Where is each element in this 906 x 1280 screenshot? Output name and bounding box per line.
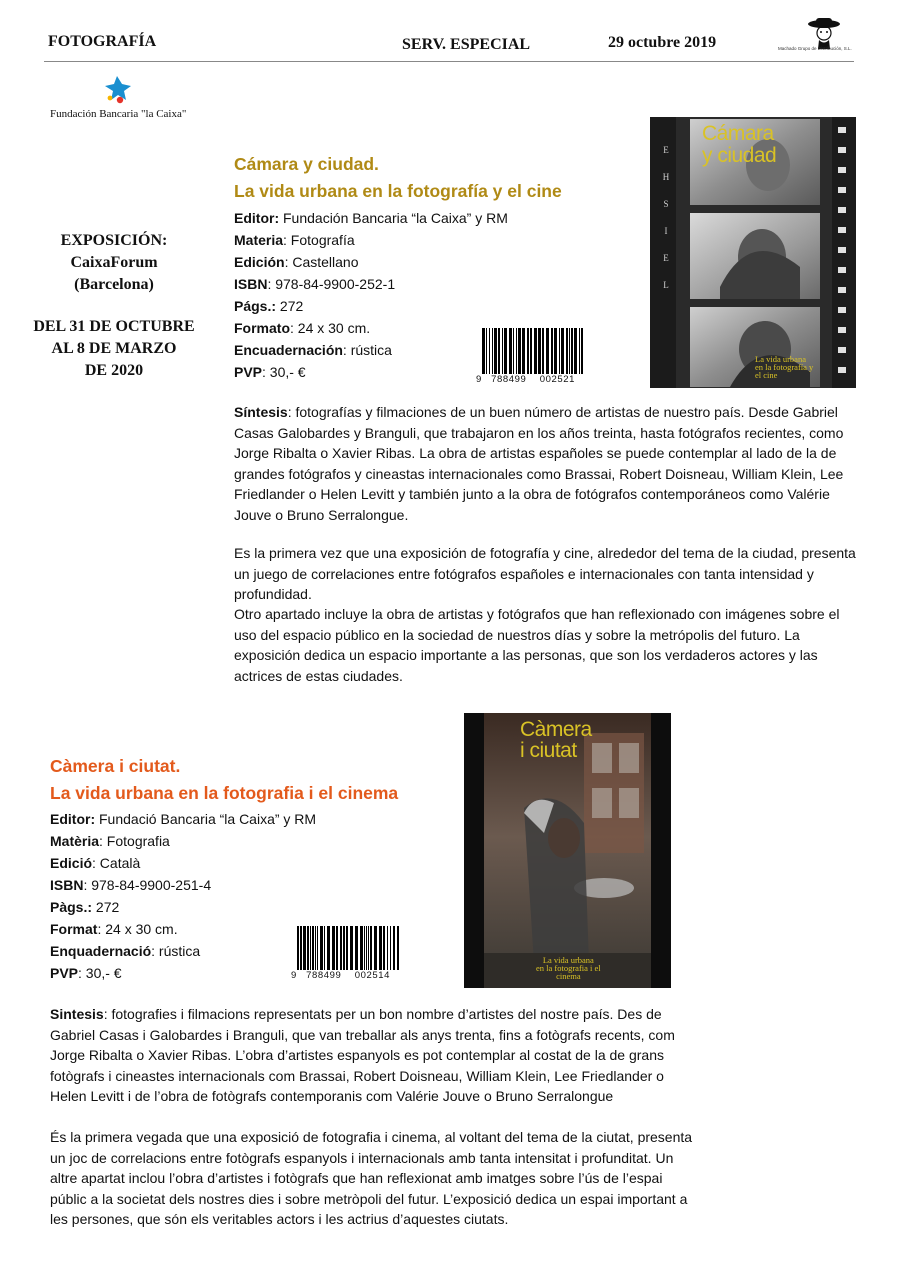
meta-row — [234, 317, 508, 339]
exhibition-label: EXPOSICIÓN: — [60, 232, 168, 249]
cover-side-letters — [660, 137, 672, 299]
book-ca-cover — [464, 713, 671, 988]
synthesis-label: Síntesis — [234, 404, 288, 420]
meta-row — [234, 229, 508, 251]
meta-label: Edición — [234, 254, 285, 270]
exhibition-dates-line: DEL 31 DE OCTUBRE — [33, 318, 195, 335]
cover-title-line: Cámara — [702, 122, 774, 145]
meta-row — [50, 852, 316, 874]
cover-subtitle — [536, 956, 601, 980]
cover-subtitle-line: en la fotografia i el — [536, 963, 601, 973]
cover-subtitle-line: cinema — [556, 971, 581, 981]
exhibition-city: (Barcelona) — [74, 276, 154, 293]
meta-row — [50, 962, 316, 984]
meta-label: ISBN — [234, 276, 268, 292]
meta-row — [50, 874, 316, 896]
cover-side-letter: S — [663, 199, 669, 209]
meta-row — [234, 273, 508, 295]
distributor-logo — [792, 15, 852, 59]
synthesis-text: : fotografies i filmacions representats per un bon nombre d’artistes del nostre país. Des de Gabriel Casas i Galobardes i Branguli, que van treballar als anys trenta, fins a fotògrafs recents, com Jorge Ribalta o Xavier Ribas. L’obra d’artistes espanyols es pot contemplar al costat de la de grans fotògrafs i cineastes internacionals com Brassai, Robert Doisneau, William Klein, Lee Friedlander o Helen Levitt i de l’obra de fotògrafs contemporanis com Valérie Jouve o Bruno Serralongue — [50, 1006, 675, 1104]
book-es-barcode — [476, 328, 586, 374]
meta-label: PVP — [234, 364, 263, 380]
synthesis-text: : fotografías y filmaciones de un buen número de artistas de nuestro país. Desde Gabriel Casas Galobardes y Branguli, que trabajaron en los años treinta, hasta fotógrafos recientes, como Jorge Ribalta o Xavier Ribas. La obra de artistas españoles se puede contemplar al lado de la de grandes fotógrafos y cineastas internacionales como Brassai, Robert Doisneau, William Klein, Lee Friedlander o Helen Levitt y también junto a la obra de fotógrafos contemporáneos como Valérie Jouve o Bruno Serralongue. — [234, 404, 844, 523]
meta-value: : rústica — [151, 943, 201, 959]
meta-value: : Fotografía — [283, 232, 355, 248]
meta-value: : Fotografia — [99, 833, 170, 849]
meta-row — [234, 295, 508, 317]
book-es-title-line1: Cámara y ciudad. — [234, 154, 379, 174]
foundation-name: Fundación Bancaria "la Caixa" — [50, 108, 187, 120]
meta-value: : 24 x 30 cm. — [97, 921, 178, 937]
meta-value: : rústica — [342, 342, 392, 358]
distributor-logo-text: Machado Grupo de Distribución, S.L. — [778, 46, 852, 51]
book-es-synthesis — [234, 402, 858, 525]
book-ca-synthesis — [50, 1004, 702, 1107]
book-es-title-line2: La vida urbana en la fotografía y el cine — [234, 181, 562, 201]
book-ca-title-line1: Càmera i ciutat. — [50, 756, 181, 776]
cover-subtitle-line: el cine — [755, 370, 778, 380]
meta-label: Materia — [234, 232, 284, 248]
exhibition-dates-line: DE 2020 — [84, 362, 144, 379]
barcode-digit-group: 788499 — [491, 374, 527, 385]
cover-side-letter: H — [662, 172, 670, 182]
meta-value: : 978-84-9900-252-1 — [267, 276, 396, 292]
barcode-digit-group: 002521 — [539, 374, 576, 385]
cover-subtitle-line: La vida urbana — [542, 955, 594, 965]
meta-row — [50, 940, 316, 962]
meta-value: : 30,- € — [78, 965, 122, 981]
exhibition-venue: CaixaForum — [70, 254, 158, 271]
meta-label: ISBN — [50, 877, 84, 893]
barcode-digit-group: 788499 — [306, 970, 342, 981]
cover-side-letter: E — [663, 145, 669, 155]
meta-row — [50, 918, 316, 940]
meta-label: Págs.: — [234, 298, 277, 314]
cover-subtitle-line: La vida urbana — [755, 354, 806, 364]
book-es-paragraph: Otro apartado incluye la obra de artistas y fotógrafos que han reflexionado con imágenes sobre el uso del espacio público en la sociedad de nuestros días y sobre la metrópolis del futuro. La exposición dedica un espacio importante a las personas, que son los verdaderos actores y las actrices de estas ciudades. — [234, 606, 840, 684]
meta-label: Encuadernación — [234, 342, 343, 358]
cover-title — [520, 719, 592, 761]
cover-title-line: y ciudad — [702, 144, 777, 167]
cover-side-letter: L — [663, 280, 669, 290]
meta-label: Editor: — [234, 210, 280, 226]
book-es-barcode-digits — [476, 374, 575, 385]
star-logo-icon — [100, 70, 146, 106]
header-service: SERV. ESPECIAL — [402, 36, 531, 53]
cover-subtitle — [755, 355, 813, 379]
meta-row — [50, 808, 316, 830]
meta-row — [234, 251, 508, 273]
meta-label: Pàgs.: — [50, 899, 93, 915]
meta-label: Matèria — [50, 833, 100, 849]
synthesis-label: Sintesis — [50, 1006, 104, 1022]
book-ca-title-line2: La vida urbana en la fotografia i el cinema — [50, 783, 399, 803]
cover-side-letter: E — [663, 253, 669, 263]
barcode-digit-group: 9 — [476, 374, 482, 385]
meta-label: PVP — [50, 965, 79, 981]
meta-label: Enquadernació — [50, 943, 152, 959]
cover-side-letter: I — [664, 226, 668, 236]
meta-value: Fundació Bancaria “la Caixa” y RM — [95, 811, 317, 827]
cover-subtitle-line: en la fotografía y — [755, 362, 814, 372]
meta-value: Fundación Bancaria “la Caixa” y RM — [279, 210, 508, 226]
book-ca-metadata — [50, 808, 316, 984]
meta-label: Editor: — [50, 811, 96, 827]
meta-value: 272 — [92, 899, 120, 915]
cover-title-line: i ciutat — [520, 739, 577, 762]
barcode-digit-group: 002514 — [354, 970, 391, 981]
meta-value: : 978-84-9900-251-4 — [83, 877, 212, 893]
cover-title-line: Càmera — [520, 718, 592, 741]
book-es-paragraph: Es la primera vez que una exposición de fotografía y cine, alrededor del tema de la ciudad, presenta un juego de correlaciones entre fotógrafos españoles e internacionales con tanta intensidad y profundidad. — [234, 545, 856, 602]
meta-label: Format — [50, 921, 98, 937]
header-section: FOTOGRAFÍA — [48, 33, 157, 50]
meta-value: : 30,- € — [262, 364, 306, 380]
header-divider — [44, 61, 854, 62]
meta-row — [50, 830, 316, 852]
meta-value: : 24 x 30 cm. — [290, 320, 371, 336]
book-ca-paragraph: És la primera vegada que una exposició de fotografia i cinema, al voltant del tema de la ciutat, presenta un joc de correlacions entre fotògrafs espanyols i internacionals amb tanta intensitat i profunditat. Un altre apartat inclou l’obra d’artistes i fotògrafs que han reflexionat amb imatges sobre l’ús de l’espai públic a la societat dels nostres dies i sobre metròpoli del futur. L’exposició dedica un espai important a les persones, que són els veritables actors i les actrius d’aquestes ciutats. — [50, 1129, 693, 1227]
barcode-digit-group: 9 — [291, 970, 297, 981]
meta-label: Formato — [234, 320, 290, 336]
book-es-cover — [650, 117, 856, 388]
meta-value: : Català — [92, 855, 141, 871]
meta-row — [234, 207, 508, 229]
header-date: 29 octubre 2019 — [608, 34, 717, 51]
meta-label: Edició — [50, 855, 93, 871]
meta-row — [234, 339, 508, 361]
meta-row — [50, 896, 316, 918]
meta-value: 272 — [276, 298, 304, 314]
book-ca-barcode — [291, 926, 403, 970]
cover-title — [702, 123, 776, 167]
meta-row — [234, 361, 508, 383]
meta-value: : Castellano — [284, 254, 359, 270]
book-es-metadata — [234, 207, 508, 383]
exhibition-dates-line: AL 8 DE MARZO — [51, 340, 177, 357]
book-ca-barcode-digits — [291, 970, 390, 981]
